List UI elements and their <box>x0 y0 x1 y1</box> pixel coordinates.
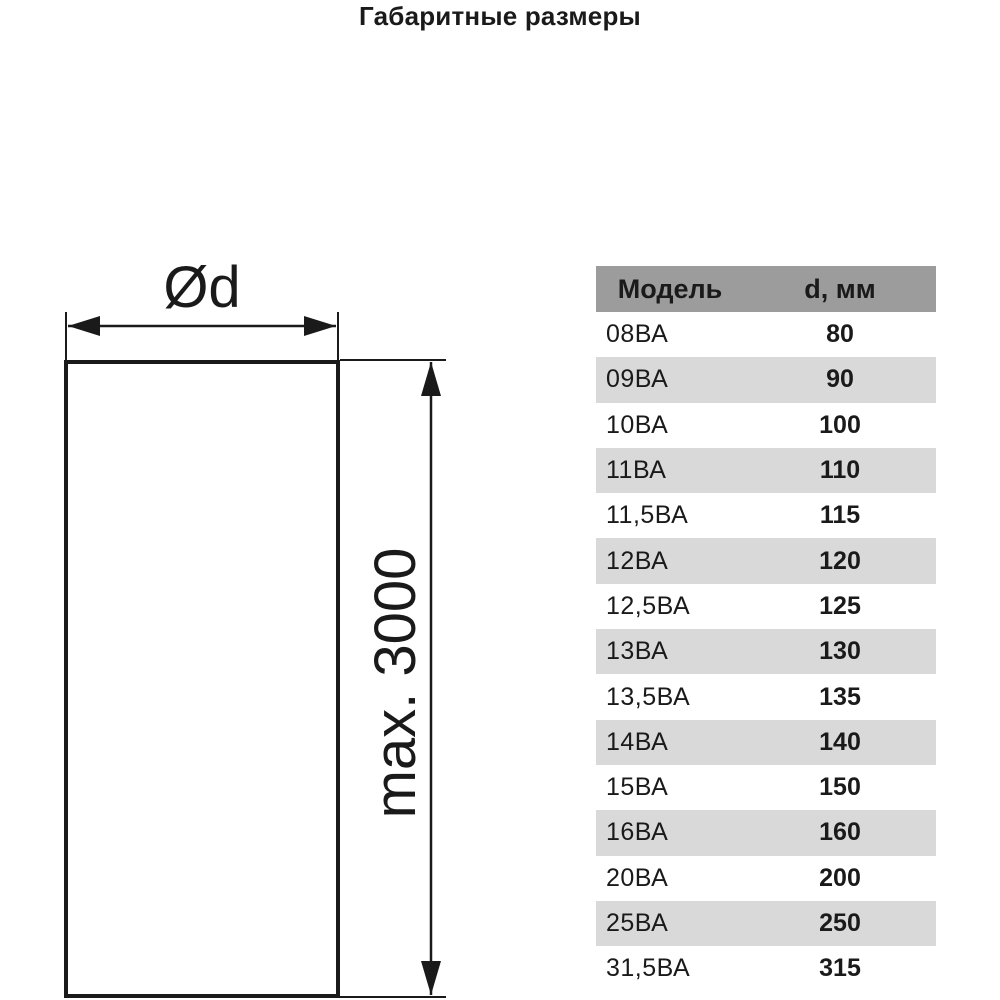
table-row <box>596 856 936 901</box>
model-cell: 25ВА <box>596 901 744 946</box>
table-row <box>596 493 936 538</box>
length-label: max. 3000 <box>363 547 428 819</box>
diameter-cell: 200 <box>819 863 861 892</box>
length-arrow-bottom <box>421 961 441 995</box>
model-cell: 09ВА <box>596 357 744 402</box>
diameter-cell: 115 <box>819 501 861 530</box>
model-cell: 12,5ВА <box>606 591 691 620</box>
diameter-arrow-left <box>68 316 100 336</box>
model-cell: 08ВА <box>606 320 669 349</box>
column-header-diameter: d, мм <box>744 266 936 312</box>
diameter-cell: 315 <box>819 954 861 983</box>
diameter-cell: 120 <box>744 538 936 583</box>
table-row <box>596 584 936 629</box>
page-title: Габаритные размеры <box>359 1 641 31</box>
table-row <box>596 312 936 357</box>
table-row <box>596 357 936 402</box>
model-cell: 11ВА <box>596 448 744 493</box>
tube-outline <box>66 362 338 996</box>
length-arrow-top <box>421 362 441 396</box>
diameter-cell: 125 <box>819 591 861 620</box>
model-cell: 13,5ВА <box>606 682 691 711</box>
table-row <box>596 946 936 991</box>
diameter-cell: 150 <box>819 773 861 802</box>
diameter-cell: 250 <box>744 901 936 946</box>
diameter-cell: 110 <box>744 448 936 493</box>
model-cell: 14ВА <box>596 720 744 765</box>
table-row <box>596 901 936 946</box>
table-row <box>596 538 936 583</box>
table-row <box>596 448 936 493</box>
diameter-cell: 90 <box>744 357 936 402</box>
diameter-cell: 135 <box>819 682 861 711</box>
model-cell: 31,5ВА <box>606 954 691 983</box>
model-cell: 15ВА <box>606 773 669 802</box>
model-cell: 12ВА <box>596 538 744 583</box>
table-row <box>596 674 936 719</box>
table-header-row <box>596 266 936 312</box>
model-cell: 16ВА <box>596 810 744 855</box>
model-cell: 20ВА <box>606 863 669 892</box>
diameter-cell: 130 <box>744 629 936 674</box>
diameter-label: Ød <box>163 255 241 320</box>
column-header-model: Модель <box>596 266 744 312</box>
diameter-cell: 160 <box>744 810 936 855</box>
table-row <box>596 810 936 855</box>
model-cell: 10ВА <box>606 410 669 439</box>
diameter-cell: 100 <box>819 410 861 439</box>
diameter-cell: 80 <box>826 320 854 349</box>
model-cell: 11,5ВА <box>606 501 689 530</box>
sizes-table <box>596 266 936 991</box>
table-row <box>596 765 936 810</box>
table-row <box>596 629 936 674</box>
diameter-arrow-right <box>304 316 336 336</box>
table-row <box>596 403 936 448</box>
table-row <box>596 720 936 765</box>
diameter-cell: 140 <box>744 720 936 765</box>
model-cell: 13ВА <box>596 629 744 674</box>
table-body <box>596 312 936 991</box>
